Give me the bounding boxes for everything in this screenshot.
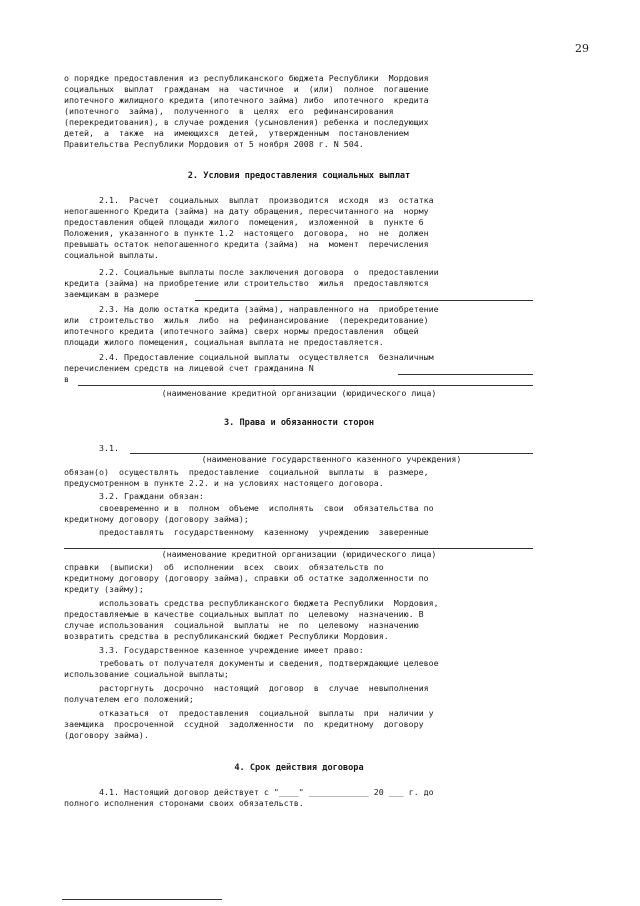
s2-p2-line: 2.2. Социальные выплаты после заключения договора о предоставлении bbox=[99, 267, 439, 277]
section-2-title: 2. Условия предоставления социальных выплат bbox=[187, 171, 411, 181]
section-4-title: 4. Срок действия договора bbox=[234, 763, 364, 773]
s3-p31-line: обязан(о) осуществлять предоставление социальной выплаты в размере, bbox=[64, 467, 429, 477]
s3-p33a-line: использование социальной выплаты; bbox=[64, 669, 229, 679]
intro-line: о порядке предоставления из республиканского бюджета Республики Мордовия bbox=[64, 73, 429, 83]
s2-p2-line: кредита (займа) на приобретение или строительство жилья предоставляются bbox=[64, 278, 429, 288]
s2-p2-line: заемщикам в размере bbox=[64, 289, 159, 299]
account-number-blank-line bbox=[398, 374, 533, 375]
s2-p1-line: непогашенного Кредита (займа) на дату обращения, пересчитанного на норму bbox=[64, 206, 429, 216]
s3-p32d-line: возвратить средства в республиканский бюджет Республики Мордовия. bbox=[64, 631, 389, 641]
intro-line: детей, а также на имеющихся детей, утвержденным постановлением bbox=[64, 128, 409, 138]
s4-p41-line: 4.1. Настоящий договор действует с "____" ____________ 20 ___ г. до bbox=[99, 787, 434, 797]
s3-p32a-line: кредитному договору (договору займа); bbox=[64, 514, 249, 524]
s2-p3-line: ипотечного кредита (ипотечного займа) сверх нормы предоставления общей bbox=[64, 326, 419, 336]
s2-p4-line: в bbox=[64, 374, 69, 384]
s3-p32c-line: кредиту (займу); bbox=[64, 584, 144, 594]
s3-p32d-line: использовать средства республиканского бюджета Республики Мордовия, bbox=[99, 598, 439, 608]
institution-caption: (наименование государственного казенного учреждения) bbox=[201, 454, 462, 464]
s3-p32d-line: случае использования социальной выплаты не по целевому назначению bbox=[64, 620, 419, 630]
amount-blank-line bbox=[195, 300, 533, 301]
intro-line: Правительства Республики Мордовия от 5 ноября 2008 г. N 504. bbox=[64, 139, 364, 149]
s3-p32-head: 3.2. Граждани обязан: bbox=[99, 491, 204, 501]
s3-p33c-line: заемщика просроченной ссудной задолженности по кредитному договору bbox=[64, 719, 424, 729]
s2-p3-line: 2.3. На долю остатка кредита (займа), направленного на приобретение bbox=[99, 304, 439, 314]
s3-p31-num: 3.1. bbox=[99, 443, 119, 453]
s3-p32b-line: предоставлять государственному казенному учреждению заверенные bbox=[99, 527, 429, 537]
s2-p1-line: предоставления общей площади жилого помещения, изложенной в пункте 6 bbox=[64, 217, 424, 227]
s2-p4-line: перечислением средств на лицевой счет гражданина N bbox=[64, 363, 314, 373]
s3-p32c-line: кредитному договору (договору займа), справки об остатке задолженности по bbox=[64, 573, 429, 583]
s3-p33c-line: отказаться от предоставления социальной выплаты при наличии у bbox=[99, 708, 434, 718]
intro-line: (ипотечного займа), полученного в целях его рефинансирования bbox=[64, 106, 394, 116]
intro-line: (перекредитования), в случае рождения (усыновления) ребенка и последующих bbox=[64, 117, 429, 127]
s3-p32c-line: справки (выписки) об исполнении всех своих обязательств по bbox=[64, 562, 384, 572]
s2-p3-line: площади жилого помещения, социальная выплата не предоставляется. bbox=[64, 337, 384, 347]
s3-p32d-line: предоставляемые в качестве социальных выплат по целевому назначению. В bbox=[64, 609, 424, 619]
s2-p1-line: Положения, указанного в пункте 1.2 настоящего договора, но не должен bbox=[64, 228, 429, 238]
bank-name-blank-line bbox=[78, 385, 533, 386]
s2-p1-line: 2.1. Расчет социальных выплат производится исходя из остатка bbox=[99, 195, 434, 205]
footnote-divider bbox=[62, 899, 222, 900]
intro-line: ипотечного жилищного кредита (ипотечного займа) либо ипотечного кредита bbox=[64, 95, 429, 105]
s4-p41-line: полного исполнения сторонами своих обязательств. bbox=[64, 798, 304, 808]
s3-p33b-line: получателем его положений; bbox=[64, 694, 194, 704]
s3-p32a-line: своевременно и в полном объеме исполнять свои обязательства по bbox=[99, 503, 434, 513]
credit-org-caption: (наименование кредитной организации (юридического лица) bbox=[161, 549, 437, 559]
s2-p4-line: 2.4. Предоставление социальной выплаты осуществляется безналичным bbox=[99, 352, 434, 362]
s3-p33-head: 3.3. Государственное казенное учреждение имеет право: bbox=[99, 645, 364, 655]
intro-line: социальных выплат гражданам на частичное и (или) полное погашение bbox=[64, 84, 429, 94]
s3-p33c-line: (договору займа). bbox=[64, 730, 149, 740]
bank-name-caption: (наименование кредитной организации (юридического лица) bbox=[161, 388, 437, 398]
section-3-title: 3. Права и обязанности сторон bbox=[223, 418, 375, 428]
s3-p33a-line: требовать от получателя документы и сведения, подтверждающие целевое bbox=[99, 658, 439, 668]
page-number: 29 bbox=[575, 42, 589, 55]
s2-p3-line: или строительство жилья либо на рефинансирование (перекредитование) bbox=[64, 315, 429, 325]
s2-p1-line: превышать остаток непогашенного кредита (займа) на момент перечисления bbox=[64, 239, 429, 249]
s3-p33b-line: расторгнуть досрочно настоящий договор в случае невыполнения bbox=[99, 683, 429, 693]
s2-p1-line: социальной выплаты. bbox=[64, 250, 159, 260]
s3-p31-line: предусмотренном в пункте 2.2. и на условиях настоящего договора. bbox=[64, 478, 384, 488]
